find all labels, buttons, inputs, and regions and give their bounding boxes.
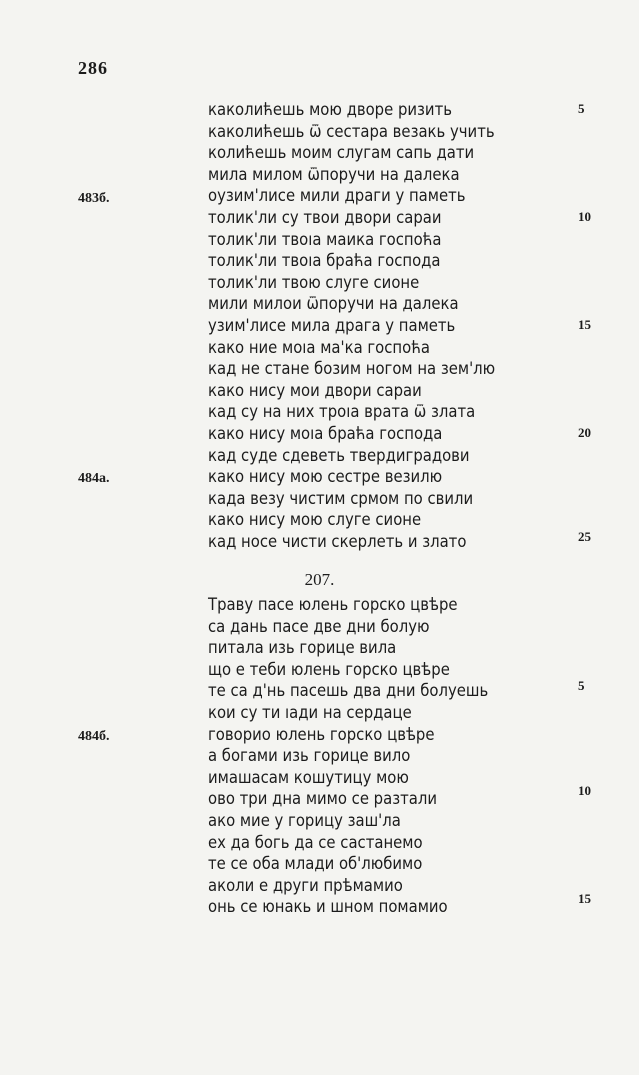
verse-line: кои су ти ıади на сердаце [208,703,412,722]
verse-line: Траву пасе юлень горско цвѣре [208,595,458,614]
verse-line: оузим'лисе мили драги у паметь [208,186,466,206]
poem-heading: 207. [304,570,335,589]
verse-line: ако мие у горицу заш'ла [208,811,401,830]
verse-line: питала изь горице вила [208,638,397,658]
line-number: 15 [578,317,591,332]
verse-line: толик'ли твою слуге сионе [208,272,420,292]
verse-line: када везу чистим срмом по свили [208,488,474,508]
line-number: 20 [578,425,591,440]
verse-line: онь се юнакь и шном помамио [208,897,448,917]
verse-line: имашасам кошутицу мою [208,767,409,787]
verse-line: що е теби юлень горско цвѣре [208,659,450,679]
verse-line: каколићешь мою дворе ризить [208,100,452,119]
verse-line: кад носе чисти скерлеть и злато [208,532,467,551]
verse-line: како нису моıа браћа господа [208,424,443,443]
verse-line: кад суде сдеветь твердиградови [208,445,470,465]
verse-line: како нису мою слуге сионе [208,510,422,530]
verse-line: аколи е други прѣмамио [208,875,403,895]
line-number: 25 [578,529,591,544]
side-ref: 484а. [78,471,110,486]
verse-line: како нису мою сестре везилю [208,467,443,487]
verse-line: узим'лисе мила драга у паметь [208,316,456,335]
line-number: 5 [578,101,585,116]
verse-line: са дань пасе две дни болую [208,616,430,636]
line-number: 15 [578,891,591,906]
verse-line: толик'ли су твои двори сараи [208,208,442,227]
verse-line: говорио юлень горско цвѣре [208,724,435,744]
verse-line: толик'ли твоıа маика госпоћа [208,229,442,249]
line-number: 10 [578,783,591,798]
verse-line: ех да богь да се састанемо [208,832,423,852]
verse-line: мила милом ѿпоручи на далека [208,164,460,184]
verse-line: мили милои ѿпоручи на далека [208,294,459,314]
verse-line: ово три дна мимо се разтали [208,789,437,809]
verse-line: како ние моıа ма'ка госпоћа [208,337,430,357]
verse-line: толик'ли твоıа браћа господа [208,251,441,271]
verse-line: колићешь моим слугам сапь дати [208,143,475,163]
verse-line: кад не стане бозим ногом на зем'лю [208,359,496,379]
line-number: 10 [578,209,591,224]
side-ref: 484б. [78,729,110,744]
verse-line: како нису мои двори сараи [208,380,422,400]
verse-line: а богами изь горице вило [208,746,411,766]
page-number: 286 [78,58,108,78]
verse-line: кад су на них троıа врата ѿ злата [208,402,476,422]
line-number: 5 [578,678,585,693]
verse-line: каколићешь ѿ сестара везакь учить [208,121,495,141]
side-ref: 483б. [78,191,110,206]
verse-line: те са д'нь пасешь два дни болуешь [208,681,489,701]
verse-line: те се оба млади об'любимо [208,854,423,874]
